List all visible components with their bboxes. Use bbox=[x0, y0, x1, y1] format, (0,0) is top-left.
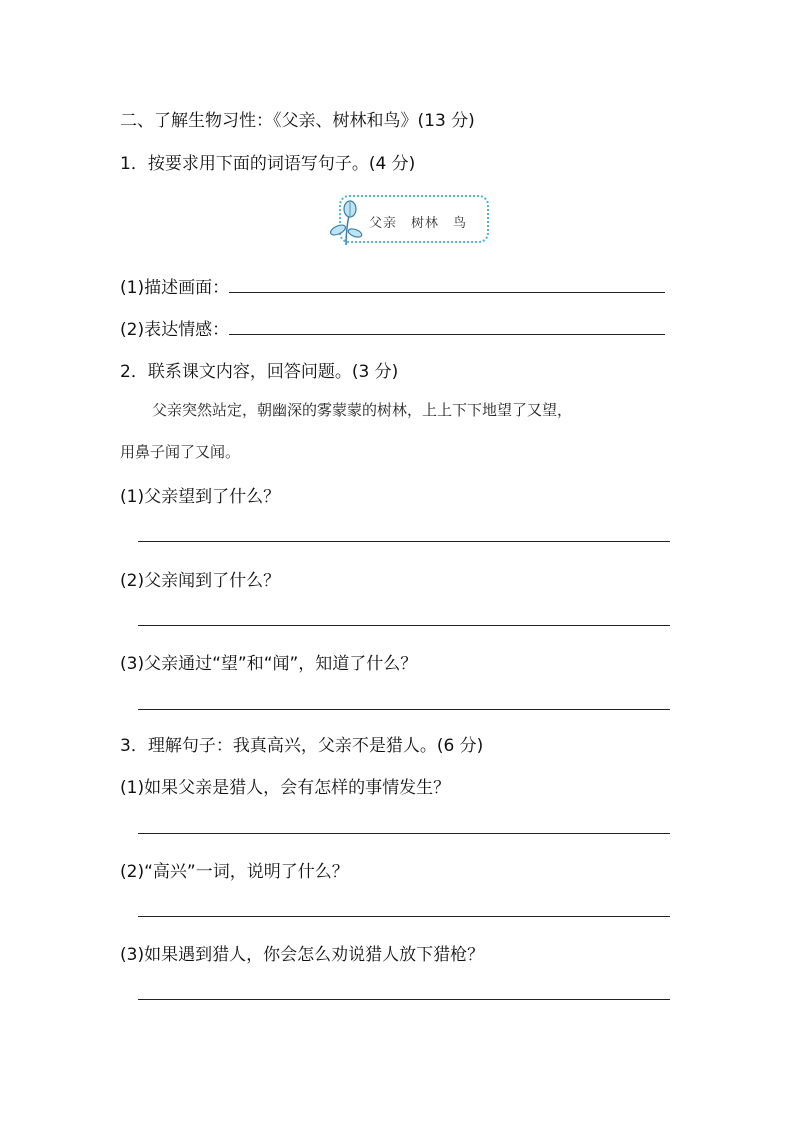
question-3-item-2: (2)“高兴”一词，说明了什么？ bbox=[120, 862, 349, 882]
question-2-item-3: (3)父亲通过“望”和“闻”，知道了什么？ bbox=[120, 654, 418, 674]
question-1-title: 1．按要求用下面的词语写句子。(4 分) bbox=[120, 154, 416, 174]
answer-line[interactable] bbox=[138, 916, 670, 917]
word-list: 父亲 树林 鸟 bbox=[369, 216, 468, 231]
question-2-item-2: (2)父亲闻到了什么？ bbox=[120, 571, 281, 591]
answer-line[interactable] bbox=[138, 541, 670, 542]
question-1-item-2 bbox=[120, 315, 665, 340]
passage-line-1: 父亲突然站定，朝幽深的雾蒙蒙的树林，上上下下地望了又望， bbox=[152, 401, 573, 419]
flower-icon bbox=[329, 197, 363, 247]
word-box bbox=[339, 195, 489, 243]
answer-line[interactable] bbox=[138, 833, 670, 834]
item-label: (1)描述画面： bbox=[120, 278, 230, 298]
answer-line[interactable] bbox=[138, 999, 670, 1000]
question-3-item-3: (3)如果遇到猎人，你会怎么劝说猎人放下猎枪？ bbox=[120, 945, 485, 965]
passage-line-2: 用鼻子闻了又闻。 bbox=[120, 443, 241, 461]
section-title: 二、了解生物习性：《父亲、树林和鸟》(13 分) bbox=[120, 111, 475, 131]
answer-line[interactable] bbox=[138, 709, 670, 710]
question-2-title: 2．联系课文内容，回答问题。(3 分) bbox=[120, 362, 399, 382]
answer-blank[interactable] bbox=[229, 320, 665, 335]
question-3-title: 3．理解句子：我真高兴，父亲不是猎人。(6 分) bbox=[120, 736, 484, 756]
item-label: (2)表达情感： bbox=[120, 320, 230, 340]
question-3-item-1: (1)如果父亲是猎人，会有怎样的事情发生？ bbox=[120, 778, 451, 798]
question-1-item-1 bbox=[120, 273, 665, 298]
answer-line[interactable] bbox=[138, 625, 670, 626]
question-2-item-1: (1)父亲望到了什么？ bbox=[120, 487, 281, 507]
answer-blank[interactable] bbox=[229, 278, 665, 293]
